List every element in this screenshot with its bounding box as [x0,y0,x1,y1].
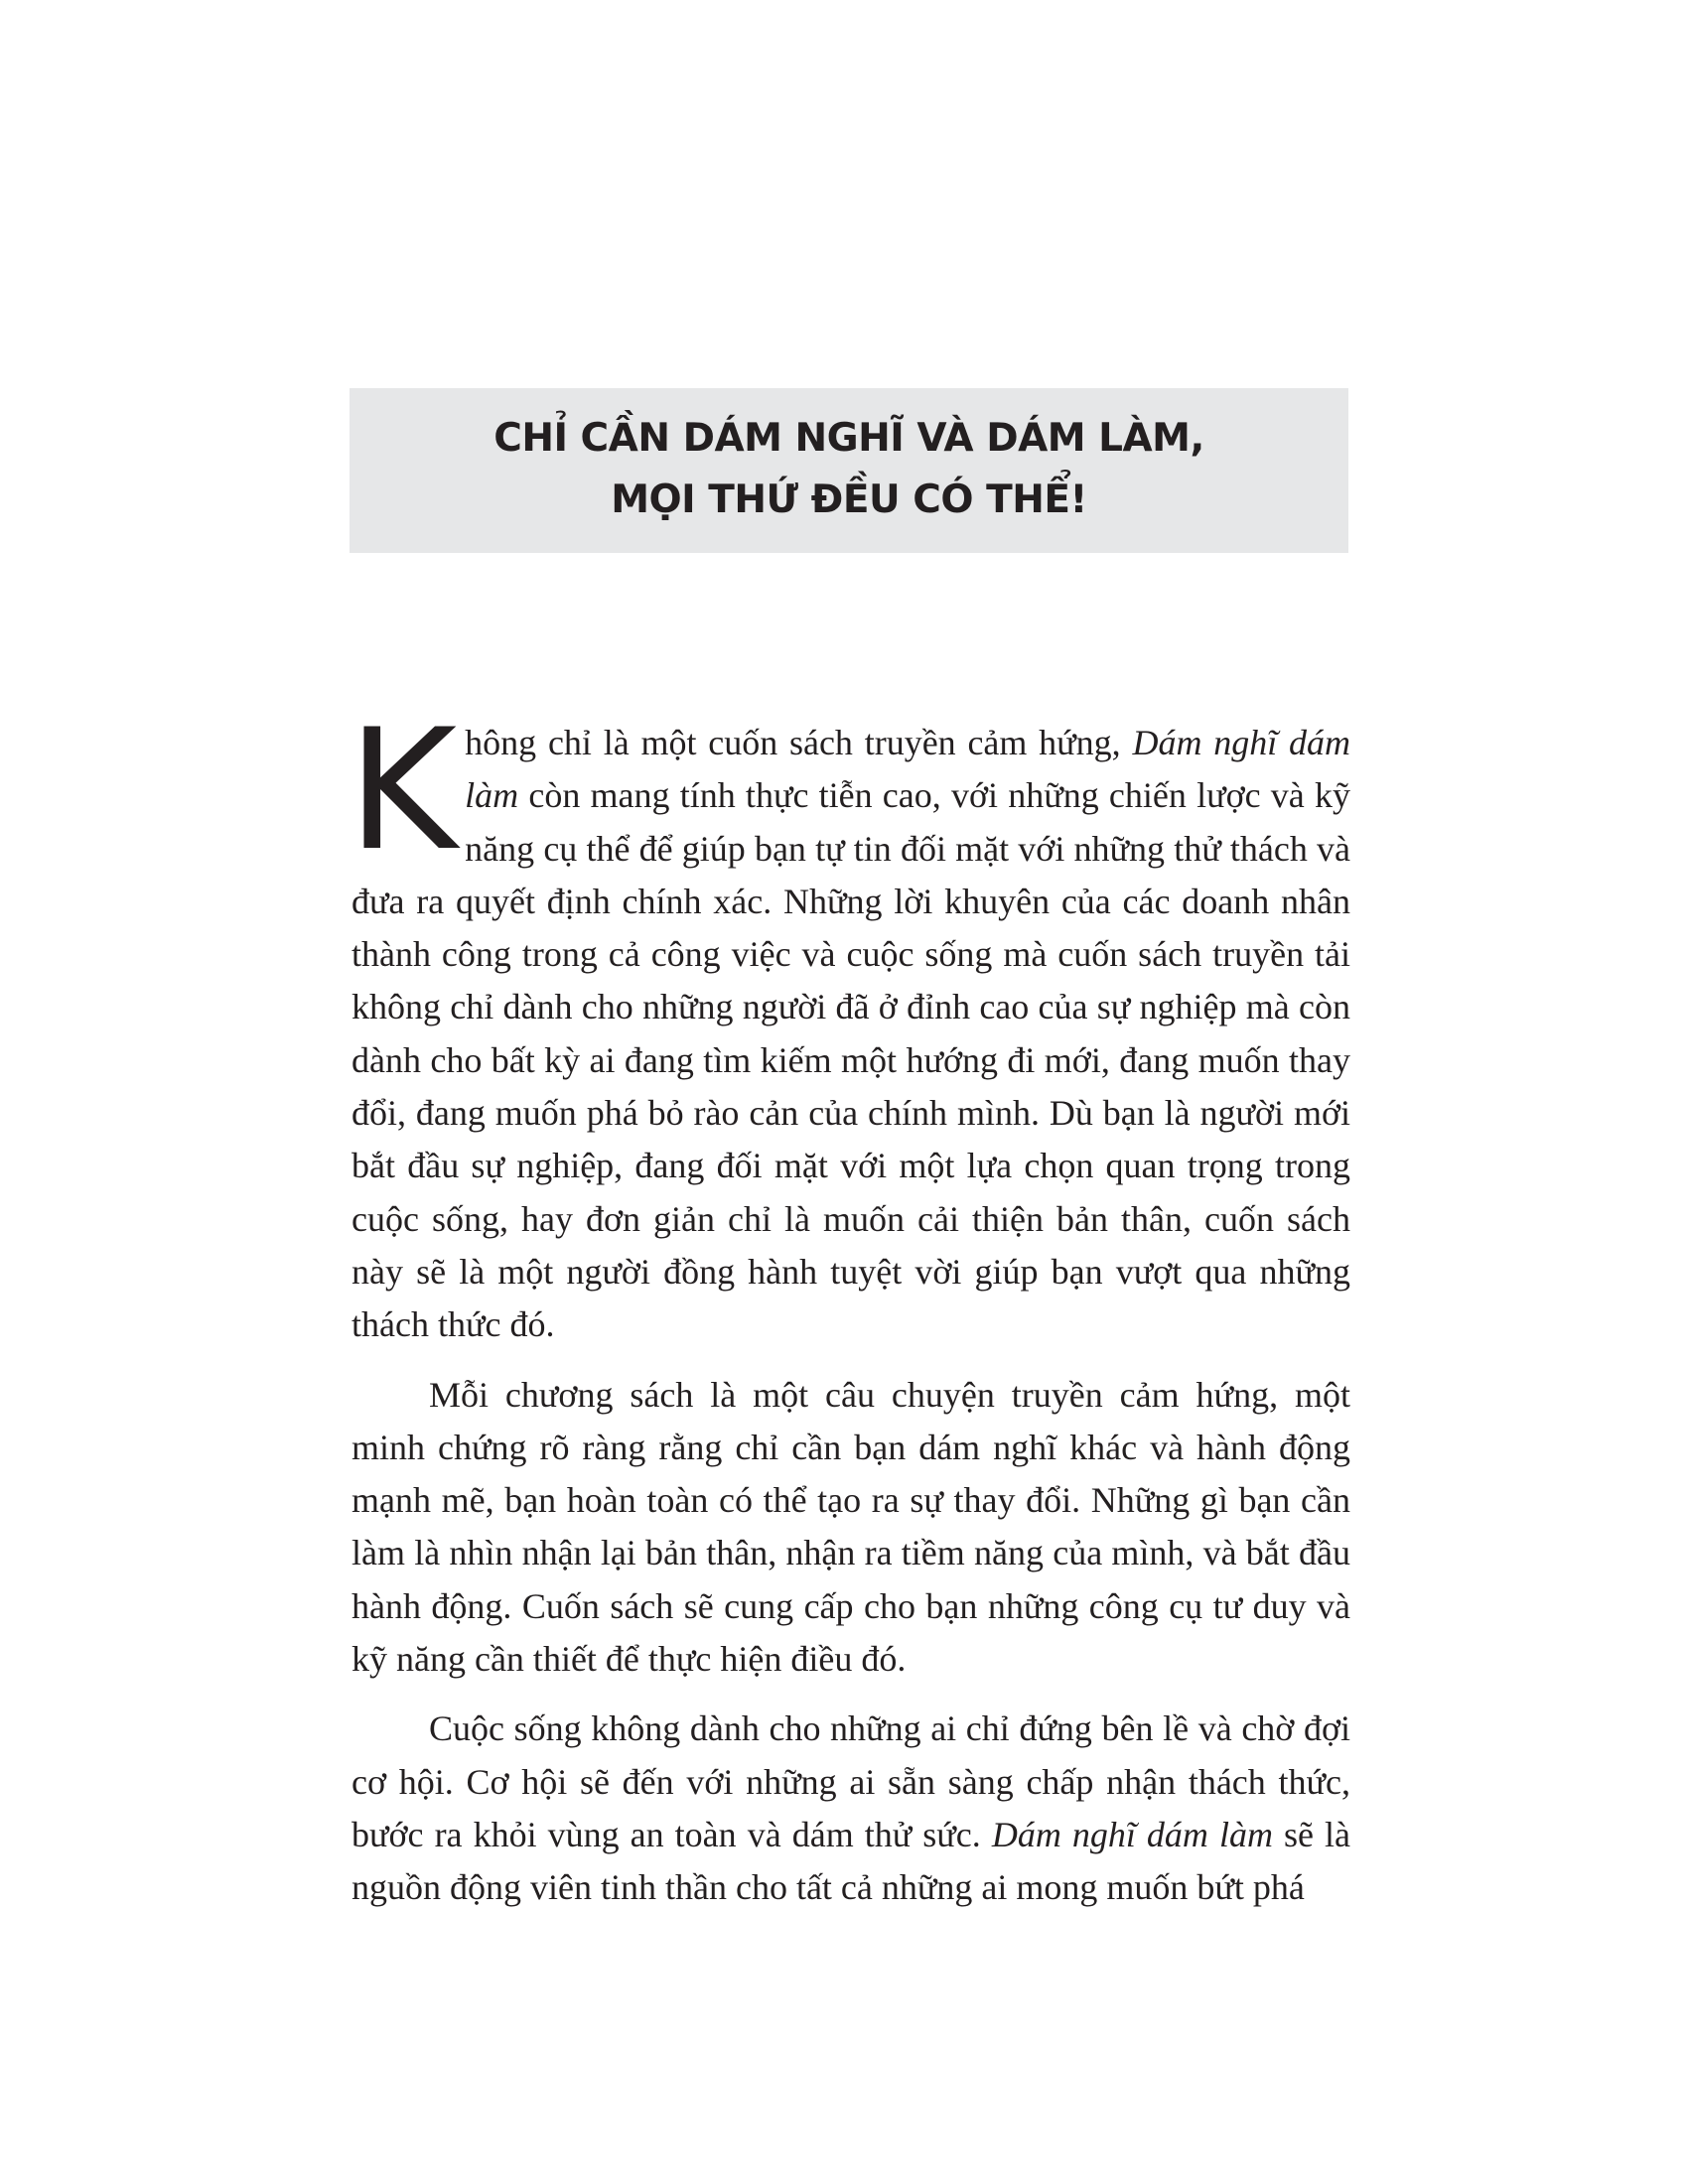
paragraph-2: Mỗi chương sách là một câu chuyện truyền cảm hứng, một minh chứng rõ ràng rằng chỉ cần bạn dám nghĩ khác và hành động mạnh mẽ, bạn hoàn toàn có thể tạo ra sự thay đổi. Những gì bạn cần làm là nhìn nhận lại bản thân, nhận ra tiềm năng của mình, và bắt đầu hành động. Cuốn sách sẽ cung cấp cho bạn những công cụ tư duy và kỹ năng cần thiết để thực hiện điều đó. [352,1374,1350,1680]
paragraph-1-text-a: hông chỉ là một cuốn sách truyền cảm hứng, [465,723,1133,762]
book-title-italic: Dám nghĩ dám làm [465,723,1350,816]
body-text [348,693,1351,1932]
paragraph-1 [348,693,1350,1352]
paragraph-3 [352,1703,1350,1914]
chapter-title-line-1: CHỈ CẦN DÁM NGHĨ VÀ DÁM LÀM, [493,416,1204,461]
chapter-title-box [350,388,1348,553]
paragraph-1-text-b: còn mang tính thực tiễn cao, với những chiến lược và kỹ năng cụ thể để giúp bạn tự tin đối mặt với những thử thách và đưa ra quyết định chính xác. Những lời khuyên của các doanh nhân thành công trong cả công việc và cuộc sống mà cuốn sách truyền tải không chỉ dành cho những người đã ở đỉnh cao của sự nghiệp mà còn dành cho bất kỳ ai đang tìm kiếm một hướng đi mới, đang muốn thay đổi, đang muốn phá bỏ rào cản của chính mình. Dù bạn là người mới bắt đầu sự nghiệp, đang đối mặt với một lựa chọn quan trọng trong cuộc sống, hay đơn giản chỉ là muốn cải thiện bản thân, cuốn sách này sẽ là một người đồng hành tuyệt vời giúp bạn vượt qua những thách thức đó. [352,775,1350,1345]
paragraph-3-text-b: sẽ là nguồn động viên tinh thần cho tất cả những ai mong muốn bứt phá [352,1814,1351,1908]
chapter-title-line-2: MỌI THỨ ĐỀU CÓ THỂ! [611,478,1087,522]
book-title-italic: Dám nghĩ dám làm [991,1814,1273,1854]
paragraph-3-text-a: Cuộc sống không dành cho những ai chỉ đứng bên lề và chờ đợi cơ hội. Cơ hội sẽ đến với những ai sẵn sàng chấp nhận thách thức, bước ra khỏi vùng an toàn và dám thử sức. [352,1708,1350,1854]
drop-cap: K [348,693,458,887]
